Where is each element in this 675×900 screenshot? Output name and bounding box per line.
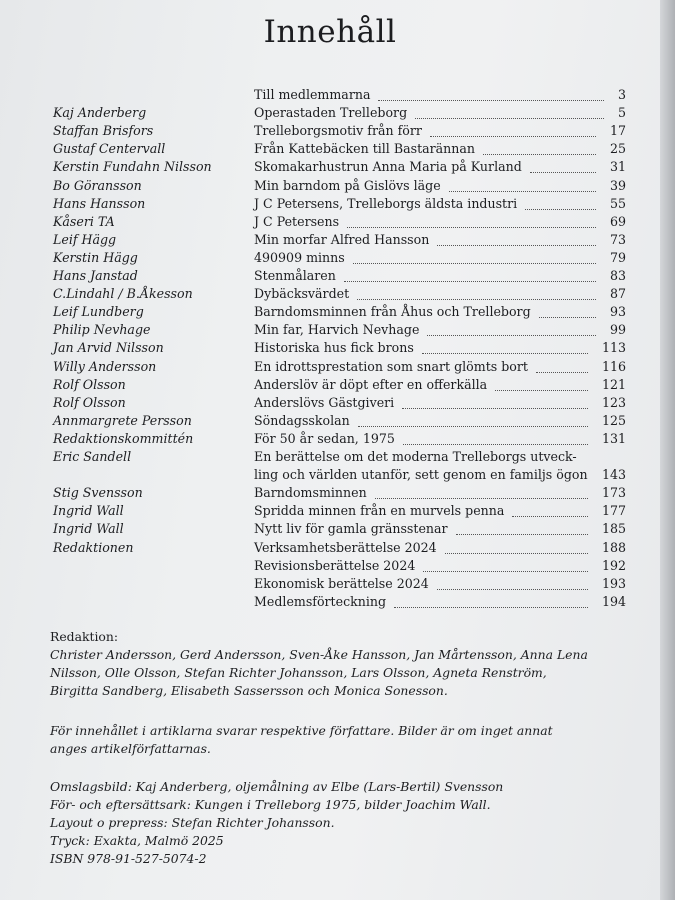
toc-row [0,448,660,466]
toc-page-number: 69 [609,213,626,229]
toc-page-number: 99 [609,322,626,338]
toc-page-number: 87 [609,286,626,302]
toc-dot-leader [403,443,588,445]
toc-row [0,339,660,357]
toc-page-number: 143 [601,467,626,483]
toc-author: Redaktionen [53,539,134,555]
toc-author: Hans Janstad [53,268,138,283]
toc-row [0,195,660,213]
responsibility-note-1: För innehållet i artiklarna svarar respektive författare. Bilder är om inget annat [50,723,553,738]
toc-page-number: 5 [617,105,626,121]
toc-title: Min barndom på Gislövs läge [254,177,441,193]
toc-row [0,412,660,430]
print-credit: Tryck: Exakta, Malmö 2025 [50,833,224,848]
toc-page-number: 25 [609,141,626,157]
toc-row [0,285,660,303]
toc-author: Ingrid Wall [53,503,124,519]
toc-title: En berättelse om det moderna Trelleborgs utveck- [254,449,577,464]
toc-page-number: 123 [601,394,626,410]
toc-row [0,86,660,104]
toc-author: Kåseri TA [53,213,115,229]
toc-dot-leader [415,117,604,119]
toc-author: C.Lindahl / B.Åkesson [53,286,193,302]
toc-page-number: 192 [601,557,626,573]
toc-row [0,104,660,122]
toc-author: Rolf Olsson [53,376,126,392]
toc-page-number: 116 [601,358,626,374]
toc-row [0,539,660,557]
page-title: Innehåll [263,14,397,50]
toc-row [0,321,660,339]
toc-dot-leader [423,570,588,572]
toc-author: Stig Svensson [53,485,143,501]
toc-title: 490909 minns [254,249,345,265]
toc-author: Philip Nevhage [53,322,151,338]
toc-dot-leader [495,389,588,391]
toc-page-number: 39 [609,177,626,193]
toc-page-number: 121 [601,376,626,392]
toc-author: Kerstin Fundahn Nilsson [53,159,212,175]
toc-title: Skomakarhustrun Anna Maria på Kurland [254,159,522,175]
endpapers-credit: För- och eftersättsark: Kungen i Trelleborg 1975, bilder Joachim Wall. [50,797,491,812]
toc-page-number: 177 [601,503,626,519]
toc-page-number: 173 [601,485,626,501]
toc-row [0,484,660,502]
toc-title: Barndomsminnen från Åhus och Trelleborg [254,304,531,320]
toc-row [0,466,660,484]
toc-page-number: 113 [601,340,626,356]
toc-page-number: 55 [609,195,626,211]
toc-dot-leader [375,497,588,499]
toc-author: Staffan Brisfors [53,123,154,139]
toc-page-number: 131 [601,430,626,446]
toc-title: J C Petersens [254,213,340,229]
toc-title: En idrottsprestation som snart glömts bort [254,358,528,374]
toc-row [0,303,660,321]
toc-dot-leader [539,316,596,318]
toc-row [0,122,660,140]
toc-dot-leader [427,334,596,336]
toc-title: Anderslövs Gästgiveri [254,394,395,410]
credits-heading: Redaktion: [50,629,119,644]
toc-author: Hans Hansson [53,195,146,211]
toc-page-number: 31 [609,159,626,175]
toc-author: Jan Arvid Nilsson [53,340,164,356]
toc-page-number: 79 [609,249,626,265]
toc-row [0,158,660,176]
toc-row [0,394,660,412]
toc-title: Barndomsminnen [254,485,367,501]
toc-title: Verksamhetsberättelse 2024 [254,539,437,555]
toc-page-number: 194 [601,593,626,609]
toc-dot-leader [530,171,596,173]
page-edge [660,0,675,900]
toc-title: Anderslöv är döpt efter en offerkälla [254,376,488,392]
toc-row [0,376,660,394]
toc-page-number: 17 [609,123,626,139]
toc-title: Trelleborgsmotiv från förr [254,123,422,139]
toc-row [0,140,660,158]
toc-author: Gustaf Centervall [53,141,166,157]
toc-page-number: 93 [609,304,626,320]
toc-dot-leader [394,606,588,608]
editors-line-3: Birgitta Sandberg, Elisabeth Sassersson och Monica Sonesson. [50,683,448,698]
cover-credit: Omslagsbild: Kaj Anderberg, oljemålning av Elbe (Lars-Bertil) Svensson [50,779,504,794]
toc-row [0,213,660,231]
toc-title: Ekonomisk berättelse 2024 [254,575,429,591]
layout-credit: Layout o prepress: Stefan Richter Johansson. [50,815,335,830]
toc-title: Stenmålaren [254,268,336,283]
toc-title: Historiska hus fick brons [254,340,414,356]
toc-row [0,231,660,249]
toc-row [0,502,660,520]
toc-dot-leader [536,371,588,373]
toc-dot-leader [512,515,588,517]
toc-dot-leader [347,226,596,228]
toc-dot-leader [437,588,588,590]
toc-dot-leader [353,262,596,264]
toc-title: Min far, Harvich Nevhage [254,322,420,338]
toc-dot-leader [422,352,588,354]
toc-dot-leader [449,190,596,192]
toc-dot-leader [378,99,604,101]
toc-title: Medlemsförteckning [254,593,387,609]
toc-author: Eric Sandell [53,449,132,464]
toc-row [0,358,660,376]
toc-row [0,267,660,285]
toc-title: För 50 år sedan, 1975 [254,430,395,446]
toc-author: Kaj Anderberg [53,105,147,121]
toc-row [0,177,660,195]
toc-title: Dybäcksvärdet [254,286,350,302]
toc-title: Från Kattebäcken till Bastarännan [254,141,476,157]
toc-row [0,520,660,538]
toc-row [0,593,660,611]
toc-page-number: 73 [609,231,626,247]
toc-page-number: 188 [601,539,626,555]
toc-dot-leader [344,280,596,282]
toc-dot-leader [357,298,596,300]
toc-title: Revisionsberättelse 2024 [254,557,416,573]
toc-dot-leader [358,425,588,427]
toc-author: Ingrid Wall [53,521,124,537]
toc-author: Leif Lundberg [53,304,144,320]
toc-author: Bo Göransson [53,177,142,193]
toc-page-number: 83 [609,268,626,283]
toc-author: Redaktionskommittén [53,430,194,446]
toc-title: Söndagsskolan [254,412,350,428]
toc-page-number: 125 [601,412,626,428]
toc-author: Willy Andersson [53,358,157,374]
toc-dot-leader [402,407,588,409]
toc-dot-leader [445,552,588,554]
toc-row [0,249,660,267]
toc-title: ling och världen utanför, sett genom en familjs ögon [254,467,588,483]
toc-author: Kerstin Hägg [53,249,138,265]
toc-title: J C Petersens, Trelleborgs äldsta industri [254,195,518,211]
toc-dot-leader [483,153,596,155]
toc-title: Nytt liv för gamla gränsstenar [254,521,448,537]
toc-title: Spridda minnen från en murvels penna [254,503,505,519]
toc-title: Till medlemmarna [254,87,371,102]
toc-author: Rolf Olsson [53,394,126,410]
toc-dot-leader [430,135,596,137]
toc-row [0,430,660,448]
toc-dot-leader [456,533,588,535]
toc-author: Annmargrete Persson [53,412,192,428]
toc-row [0,575,660,593]
isbn: ISBN 978-91-527-5074-2 [50,851,207,866]
toc-page-number: 185 [601,521,626,537]
responsibility-note-2: anges artikelförfattarnas. [50,741,211,756]
toc-dot-leader [437,244,596,246]
toc-row [0,557,660,575]
editors-line-1: Christer Andersson, Gerd Andersson, Sven-Åke Hansson, Jan Mårtensson, Anna Lena [50,647,588,662]
toc-title: Operastaden Trelleborg [254,105,408,121]
toc-dot-leader [525,208,596,210]
toc-page-number: 193 [601,575,626,591]
toc-page-number: 3 [617,87,626,102]
editors-line-2: Nilsson, Olle Olsson, Stefan Richter Johansson, Lars Olsson, Agneta Renström, [50,665,547,680]
toc-title: Min morfar Alfred Hansson [254,231,430,247]
toc-author: Leif Hägg [53,231,117,247]
